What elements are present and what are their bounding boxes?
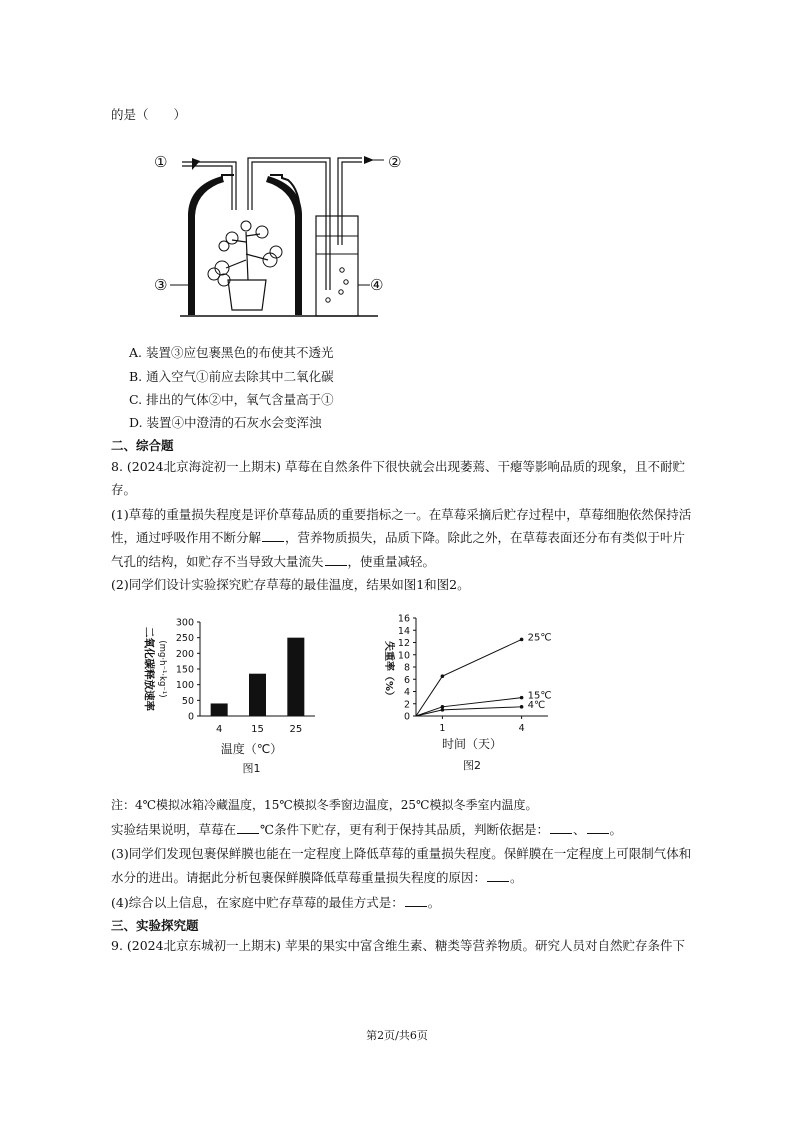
q9-line: 9. (2024北京东城初一上期末) 苹果的果实中富含维生素、糖类等营养物质。研究人员对自然贮存条件下	[111, 938, 685, 953]
data-point	[520, 705, 524, 709]
part1-line-1: (1)草莓的重量损失程度是评价草莓品质的重要指标之一。在草莓采摘后贮存过程中，草莓细胞依然保持活	[111, 507, 692, 522]
option-b: B. 通入空气①前应去除其中二氧化碳	[129, 369, 334, 384]
answer-blank[interactable]	[237, 822, 259, 834]
y-tick-label: 4	[403, 687, 410, 698]
y-tick-label: 12	[397, 638, 410, 649]
label-1: ①	[154, 153, 168, 171]
y-tick-label: 50	[181, 695, 194, 707]
series-label: 15℃	[527, 690, 552, 702]
answer-blank[interactable]	[587, 822, 609, 834]
answer-blank[interactable]	[262, 530, 284, 542]
bar	[211, 703, 228, 716]
y-axis-unit: (mg·h⁻¹·kg⁻¹)	[157, 640, 167, 698]
figure-1-bar-chart	[130, 608, 340, 783]
bell-jar	[190, 175, 300, 315]
section-2-heading: 二、综合题	[111, 438, 174, 453]
y-tick-label: 16	[397, 613, 410, 625]
x-tick-label: 4	[215, 724, 223, 735]
y-tick-label: 200	[175, 648, 194, 660]
series-line	[416, 639, 522, 716]
potted-plant	[208, 221, 282, 310]
x-tick-label: 4	[518, 723, 525, 734]
connecting-tube	[248, 158, 330, 290]
q8-line-1: 8. (2024北京海淀初一上期末) 草莓在自然条件下很快就会出现萎蔫、干瘪等影响品质的现象，且不耐贮	[111, 459, 685, 474]
y-tick-label: 250	[175, 633, 194, 645]
chart-title: 图2	[463, 759, 481, 772]
part1-line-3: 气孔的结构，如贮存不当导致大量流失 ，使重量减轻。	[111, 554, 436, 569]
q8-line-2: 存。	[111, 482, 137, 497]
series-line	[416, 698, 522, 716]
bell-jar-right-black	[266, 176, 302, 315]
q7-tail-line: 的是（ ）	[111, 107, 187, 122]
answer-blank[interactable]	[325, 554, 347, 566]
figure-2-line-chart	[380, 610, 580, 780]
y-tick-label: 14	[397, 625, 410, 637]
option-c: C. 排出的气体②中，氧气含量高于①	[129, 392, 334, 407]
x-axis-label: 温度（℃）	[220, 742, 283, 756]
y-tick-label: 0	[403, 711, 410, 723]
y-tick-label: 6	[403, 674, 410, 686]
result-line: 实验结果说明，草莓在 ℃条件下贮存，更有利于保持其品质，判断依据是： 、 。	[111, 822, 623, 837]
part2-line: (2)同学们设计实验探究贮存草莓的最佳温度，结果如图1和图2。	[111, 577, 470, 592]
label-2: ②	[388, 153, 402, 171]
data-point	[441, 674, 445, 678]
limewater-bottle	[316, 216, 358, 316]
y-axis-label: 失重率（%）	[383, 640, 394, 702]
data-point	[520, 638, 524, 642]
inlet-arrow	[192, 158, 200, 170]
series-label: 4℃	[527, 699, 546, 711]
y-tick-label: 300	[175, 617, 194, 629]
x-tick-label: 1	[439, 723, 446, 734]
bar	[287, 638, 304, 716]
series-line	[416, 707, 522, 716]
apparatus-diagram	[150, 150, 410, 325]
option-d: D. 装置④中澄清的石灰水会变浑浊	[129, 415, 322, 430]
chart-title: 图1	[242, 762, 261, 775]
bar	[249, 674, 266, 716]
label-3: ③	[154, 276, 168, 294]
y-tick-label: 100	[175, 680, 194, 692]
x-tick-label: 15	[251, 724, 264, 735]
part1-line-2: 性，通过呼吸作用不断分解 ，营养物质损失，品质下降。除此之外，在草莓表面还分布有类似于叶片	[111, 530, 686, 545]
y-tick-label: 150	[175, 664, 194, 676]
x-axis-label: 时间（天）	[441, 737, 503, 751]
part3-line-2: 水分的进出。请据此分析包裹保鲜膜降低草莓重量损失程度的原因： 。	[111, 870, 523, 885]
answer-blank[interactable]	[405, 895, 427, 907]
data-point	[441, 708, 445, 712]
note-line: 注：4℃模拟冰箱冷藏温度，15℃模拟冬季窗边温度，25℃模拟冬季室内温度。	[111, 798, 538, 812]
y-tick-label: 2	[403, 699, 410, 711]
data-point	[520, 696, 524, 700]
section-3-heading: 三、实验探究题	[111, 918, 199, 933]
series-label: 25℃	[527, 632, 552, 644]
x-tick-label: 25	[289, 724, 303, 735]
data-point	[441, 705, 445, 709]
y-axis-label: 二氧化碳释放速率	[143, 627, 155, 711]
answer-blank[interactable]	[487, 870, 509, 882]
y-tick-label: 0	[187, 711, 194, 723]
label-4: ④	[370, 276, 384, 294]
option-a: A. 装置③应包裹黑色的布使其不透光	[129, 345, 334, 360]
page-footer: 第2页/共6页	[366, 1029, 428, 1042]
part3-line-1: (3)同学们发现包裹保鲜膜也能在一定程度上降低草莓的重量损失程度。保鲜膜在一定程度上可限制气体和	[111, 846, 692, 861]
part4-line: (4)综合以上信息，在家庭中贮存草莓的最佳方式是： 。	[111, 895, 441, 910]
y-tick-label: 8	[403, 662, 410, 674]
y-tick-label: 10	[397, 650, 410, 662]
answer-blank[interactable]	[550, 822, 572, 834]
